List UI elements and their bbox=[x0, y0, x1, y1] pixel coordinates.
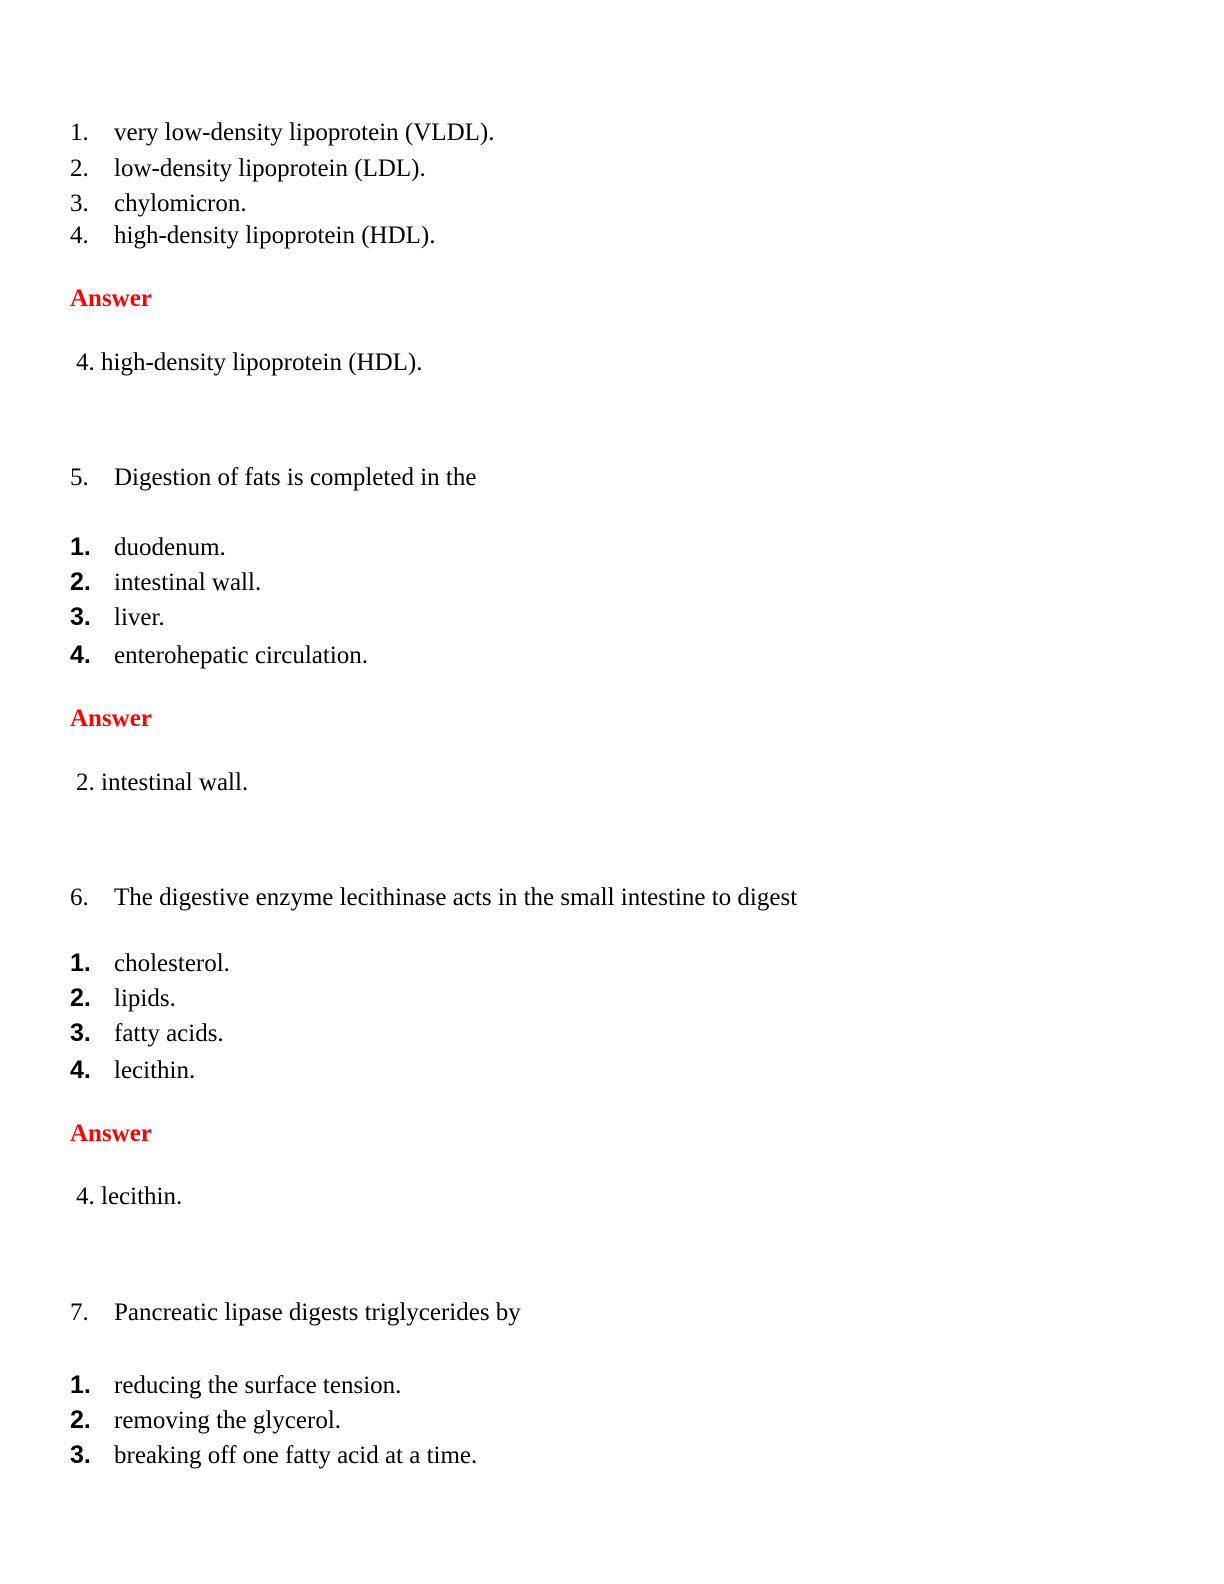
answer-text: 4. lecithin. bbox=[76, 1183, 183, 1210]
answer-heading: Answer bbox=[70, 1120, 152, 1147]
option-number: 4. bbox=[70, 1056, 91, 1084]
answer-text: 4. high-density lipoprotein (HDL). bbox=[76, 349, 423, 376]
question-text: Digestion of fats is completed in the bbox=[114, 464, 477, 491]
question-text: Pancreatic lipase digests triglycerides by bbox=[114, 1299, 521, 1326]
option-text: enterohepatic circulation. bbox=[114, 642, 369, 669]
option-number: 2. bbox=[70, 1406, 91, 1434]
option-text: lecithin. bbox=[114, 1057, 196, 1084]
option-number: 3. bbox=[70, 190, 89, 217]
option-number: 3. bbox=[70, 1019, 91, 1047]
option-number: 4. bbox=[70, 641, 91, 669]
answer-heading: Answer bbox=[70, 285, 152, 312]
question-number: 6. bbox=[70, 884, 89, 911]
question-text: The digestive enzyme lecithinase acts in the small intestine to digest bbox=[114, 884, 798, 911]
option-number: 2. bbox=[70, 155, 89, 182]
option-text: breaking off one fatty acid at a time. bbox=[114, 1442, 478, 1469]
option-text: cholesterol. bbox=[114, 950, 230, 977]
option-text: low-density lipoprotein (LDL). bbox=[114, 155, 426, 182]
option-text: duodenum. bbox=[114, 534, 226, 561]
option-text: fatty acids. bbox=[114, 1020, 224, 1047]
option-text: intestinal wall. bbox=[114, 569, 262, 596]
option-number: 4. bbox=[70, 222, 89, 249]
option-number: 1. bbox=[70, 533, 91, 561]
question-number: 5. bbox=[70, 464, 89, 491]
option-text: high-density lipoprotein (HDL). bbox=[114, 222, 436, 249]
option-text: lipids. bbox=[114, 985, 176, 1012]
question-number: 7. bbox=[70, 1299, 89, 1326]
option-number: 3. bbox=[70, 1441, 91, 1469]
option-text: chylomicron. bbox=[114, 190, 247, 217]
option-text: liver. bbox=[114, 604, 165, 631]
option-number: 1. bbox=[70, 1371, 91, 1399]
answer-heading: Answer bbox=[70, 705, 152, 732]
option-number: 1. bbox=[70, 949, 91, 977]
option-number: 1. bbox=[70, 119, 89, 146]
option-number: 3. bbox=[70, 603, 91, 631]
option-number: 2. bbox=[70, 568, 91, 596]
answer-text: 2. intestinal wall. bbox=[76, 769, 249, 796]
option-text: reducing the surface tension. bbox=[114, 1372, 402, 1399]
option-text: removing the glycerol. bbox=[114, 1407, 342, 1434]
option-text: very low-density lipoprotein (VLDL). bbox=[114, 119, 495, 146]
option-number: 2. bbox=[70, 984, 91, 1012]
